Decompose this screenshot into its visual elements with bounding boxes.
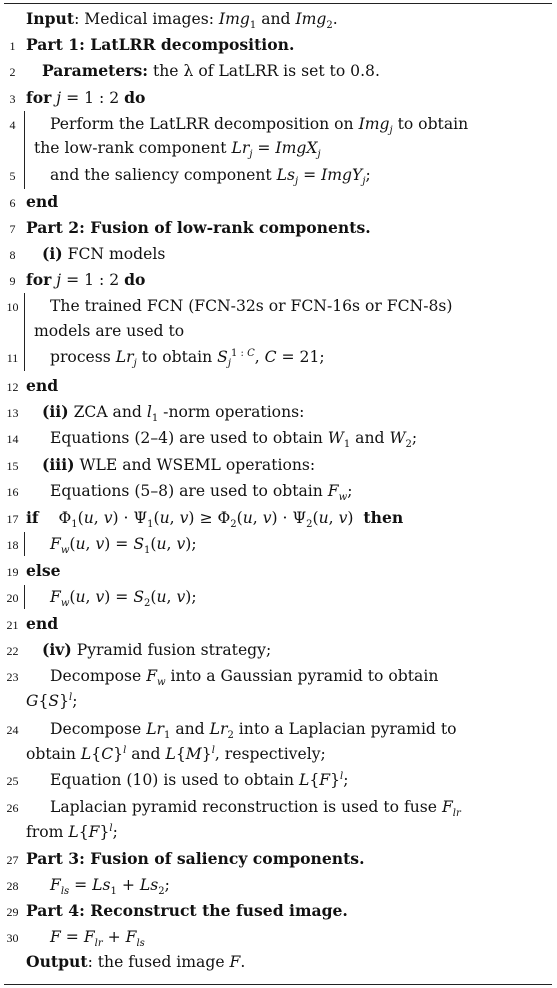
line-text: Decompose $F_w$ into a Gaussian pyramid to obtain (50, 667, 439, 689)
line-text: Laplacian pyramid reconstruction is used to fuse $F_{lr}$ (50, 798, 461, 820)
line-number: 29 (6, 905, 19, 919)
line-text: process $Lr_j$ to obtain $S_j^{1 : C}$, C = 21; (50, 347, 325, 370)
line-text: for j = 1 : 2 do (26, 270, 146, 289)
line-number: 12 (6, 380, 19, 394)
line-number: 8 (9, 248, 16, 262)
line-number: 21 (6, 618, 19, 632)
line-text: Decompose $Lr_1$ and $Lr_2$ into a Laplacian pyramid to (50, 720, 457, 742)
line-number: 30 (6, 931, 19, 945)
line-text: Part 2: Fusion of low-rank components. (26, 218, 371, 237)
line-number: 10 (6, 300, 19, 314)
block-rule (24, 293, 25, 371)
line-text: Part 4: Reconstruct the fused image. (26, 901, 348, 920)
line-number: 1 (9, 39, 16, 53)
line-number: 16 (6, 485, 19, 499)
line-text: $F_{ls} = Ls_1 + Ls_2$; (50, 876, 170, 898)
line-text: end (26, 192, 59, 211)
line-number: 6 (9, 196, 16, 210)
line-number: 20 (6, 591, 19, 605)
line-text: for j = 1 : 2 do (26, 88, 146, 107)
line-number: 25 (6, 774, 19, 788)
line-text: $F_w(u$, $v) = S_1(u$, v); (50, 535, 197, 557)
line-text: end (26, 376, 59, 395)
line-text: Perform the LatLRR decomposition on Img$_j$ to obtain (50, 115, 469, 137)
line-text: Equations (2–4) are used to obtain $W_1$ and $W_2$; (50, 429, 418, 451)
line-number: 24 (6, 723, 19, 737)
line-number: 18 (6, 538, 19, 552)
line-number: 3 (9, 92, 16, 106)
block-rule (24, 532, 25, 556)
line-number: 15 (6, 459, 19, 473)
block-rule (24, 585, 25, 609)
line-number: 13 (6, 406, 19, 420)
line-text: else (26, 561, 61, 580)
line-text: models are used to (34, 322, 185, 340)
line-number: 19 (6, 565, 19, 579)
line-text: obtain $L\{C\}^l$ and $L\{M\}^l$, respectively; (26, 744, 326, 763)
line-text: $F = F_{lr} + F_{ls}$ (50, 928, 145, 950)
line-text: Equation (10) is used to obtain $L\{F\}^l$; (50, 770, 349, 789)
line-text: (iv) Pyramid fusion strategy; (42, 640, 272, 659)
line-text: from $L\{F\}^l$; (26, 822, 118, 841)
line-number: 22 (6, 644, 19, 658)
line-number: 4 (9, 118, 16, 132)
block-rule (24, 111, 25, 189)
line-number: 2 (9, 65, 16, 79)
line-number: 23 (6, 670, 19, 684)
line-number: 7 (9, 222, 16, 236)
line-text: Parameters: the λ of LatLRR is set to 0.8. (42, 61, 380, 80)
line-number: 17 (6, 512, 19, 526)
line-number: 11 (6, 351, 19, 365)
line-number: 27 (6, 853, 19, 867)
line-text: Equations (5–8) are used to obtain $F_w$; (50, 482, 353, 504)
line-text: Part 3: Fusion of saliency components. (26, 849, 365, 868)
line-text: end (26, 614, 59, 633)
line-number: 28 (6, 879, 19, 893)
line-text: Part 1: LatLRR decomposition. (26, 35, 295, 54)
line-text: the low-rank component $Lr_j$ = ImgX$_j$ (34, 139, 321, 161)
line-number: 5 (9, 169, 16, 183)
line-number: 14 (6, 432, 19, 446)
line-number: 26 (6, 801, 19, 815)
line-text: if $\Phi_1(u$, $v) \cdot \Psi_1(u$, $v) \ge \Phi_2(u$, $v) \cdot \Psi_2(u$, v) then (26, 508, 404, 531)
line-text: Input: Medical images: Img$_1$ and Img$_2$. (26, 9, 338, 32)
line-number: 9 (9, 274, 16, 288)
line-text: and the saliency component $Ls_j$ = ImgY$_j$; (50, 166, 371, 188)
algorithm-box (4, 3, 552, 985)
line-text: Output: the fused image F. (26, 952, 246, 971)
line-text: $G\{S\}^l$; (26, 691, 78, 710)
line-text: (ii) ZCA and $l_1$ -norm operations: (42, 402, 305, 425)
line-text: (i) FCN models (42, 244, 166, 263)
line-text: The trained FCN (FCN-32s or FCN-16s or FCN-8s) (50, 297, 453, 315)
line-text: $F_w(u$, $v) = S_2(u$, v); (50, 588, 197, 610)
line-text: (iii) WLE and WSEML operations: (42, 455, 316, 474)
